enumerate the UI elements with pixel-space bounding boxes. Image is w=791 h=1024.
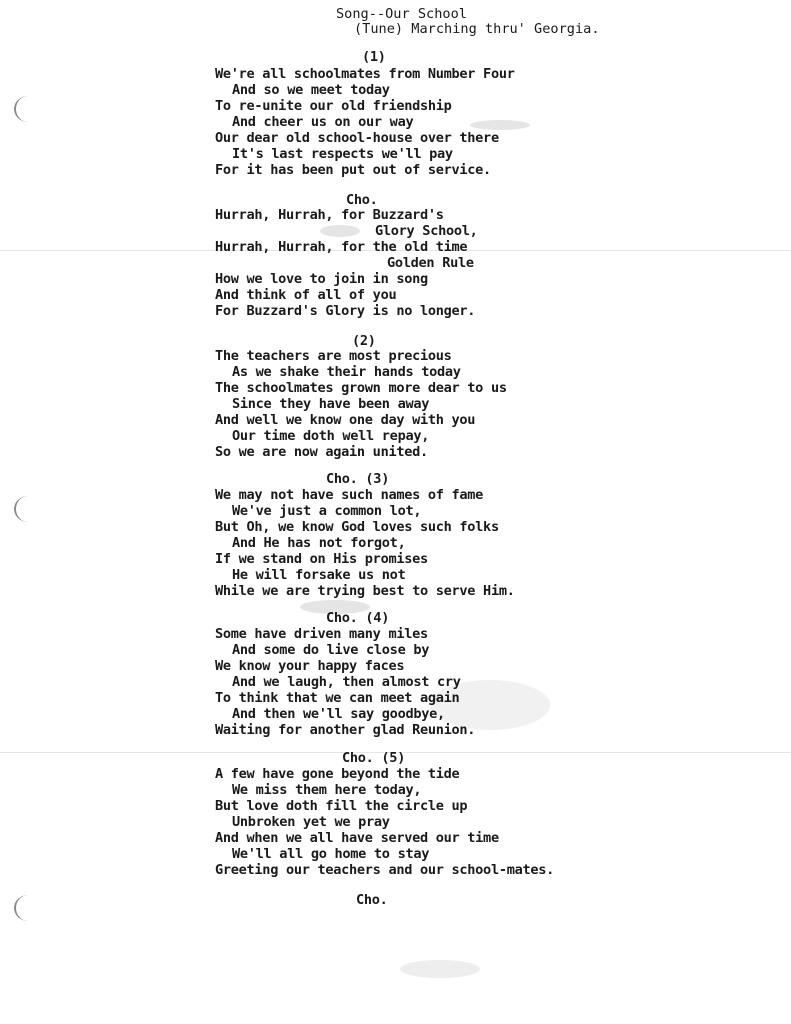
verse-number: (1): [362, 49, 386, 65]
lyric-line: To re-unite our old friendship: [215, 98, 452, 114]
lyric-line: The teachers are most precious: [215, 348, 452, 364]
lyric-line: While we are trying best to serve Him.: [215, 583, 515, 599]
chorus-label: Cho.: [346, 192, 378, 208]
verse-number: Cho. (3): [326, 471, 390, 487]
verse-number: Cho. (5): [342, 750, 406, 766]
lyric-line: For it has been put out of service.: [215, 162, 491, 178]
lyric-line: But love doth fill the circle up: [215, 798, 468, 814]
lyric-line: The schoolmates grown more dear to us: [215, 380, 507, 396]
song-title: Song--Our School: [336, 6, 467, 22]
lyric-line: But Oh, we know God loves such folks: [215, 519, 499, 535]
scan-smudge: [470, 120, 530, 130]
punch-hole: [14, 96, 42, 122]
scan-smudge: [320, 225, 360, 237]
lyric-line: Since they have been away: [232, 396, 430, 412]
lyric-line: We'll all go home to stay: [232, 846, 430, 862]
song-subtitle: (Tune) Marching thru' Georgia.: [354, 21, 600, 37]
lyric-line: Some have driven many miles: [215, 626, 428, 642]
lyric-line: How we love to join in song: [215, 271, 428, 287]
lyric-line: And then we'll say goodbye,: [232, 706, 445, 722]
lyric-line: And well we know one day with you: [215, 412, 476, 428]
lyric-line: And so we meet today: [232, 82, 390, 98]
lyric-line: We know your happy faces: [215, 658, 405, 674]
punch-hole: [14, 496, 42, 522]
lyric-line: Hurrah, Hurrah, for Buzzard's: [215, 207, 444, 223]
lyric-line: Our time doth well repay,: [232, 428, 430, 444]
lyric-line: And think of all of you: [215, 287, 397, 303]
verse-number: (2): [352, 333, 376, 349]
lyric-line: Glory School,: [375, 223, 478, 239]
lyric-line: It's last respects we'll pay: [232, 146, 453, 162]
lyric-line: And some do live close by: [232, 642, 430, 658]
lyric-line: As we shake their hands today: [232, 364, 461, 380]
lyric-line: We're all schoolmates from Number Four: [215, 66, 515, 82]
lyric-line: A few have gone beyond the tide: [215, 766, 460, 782]
lyric-line: And cheer us on our way: [232, 114, 414, 130]
lyric-line: We may not have such names of fame: [215, 487, 484, 503]
lyric-line: Golden Rule: [387, 255, 474, 271]
lyric-line: Our dear old school-house over there: [215, 130, 499, 146]
lyric-line: To think that we can meet again: [215, 690, 460, 706]
lyric-line: And He has not forgot,: [232, 535, 406, 551]
closing-chorus-label: Cho.: [356, 892, 388, 908]
lyric-line: And we laugh, then almost cry: [232, 674, 461, 690]
scan-smudge: [400, 960, 480, 978]
lyric-line: So we are now again united.: [215, 444, 428, 460]
lyric-line: He will forsake us not: [232, 567, 406, 583]
lyric-line: Waiting for another glad Reunion.: [215, 722, 476, 738]
lyric-line: Unbroken yet we pray: [232, 814, 390, 830]
lyric-line: We miss them here today,: [232, 782, 422, 798]
lyric-line: Hurrah, Hurrah, for the old time: [215, 239, 468, 255]
punch-hole: [14, 895, 42, 921]
lyric-line: And when we all have served our time: [215, 830, 499, 846]
lyric-line: If we stand on His promises: [215, 551, 428, 567]
lyric-line: We've just a common lot,: [232, 503, 422, 519]
lyric-line: For Buzzard's Glory is no longer.: [215, 303, 476, 319]
verse-number: Cho. (4): [326, 610, 390, 626]
lyric-line: Greeting our teachers and our school-mates.: [215, 862, 555, 878]
